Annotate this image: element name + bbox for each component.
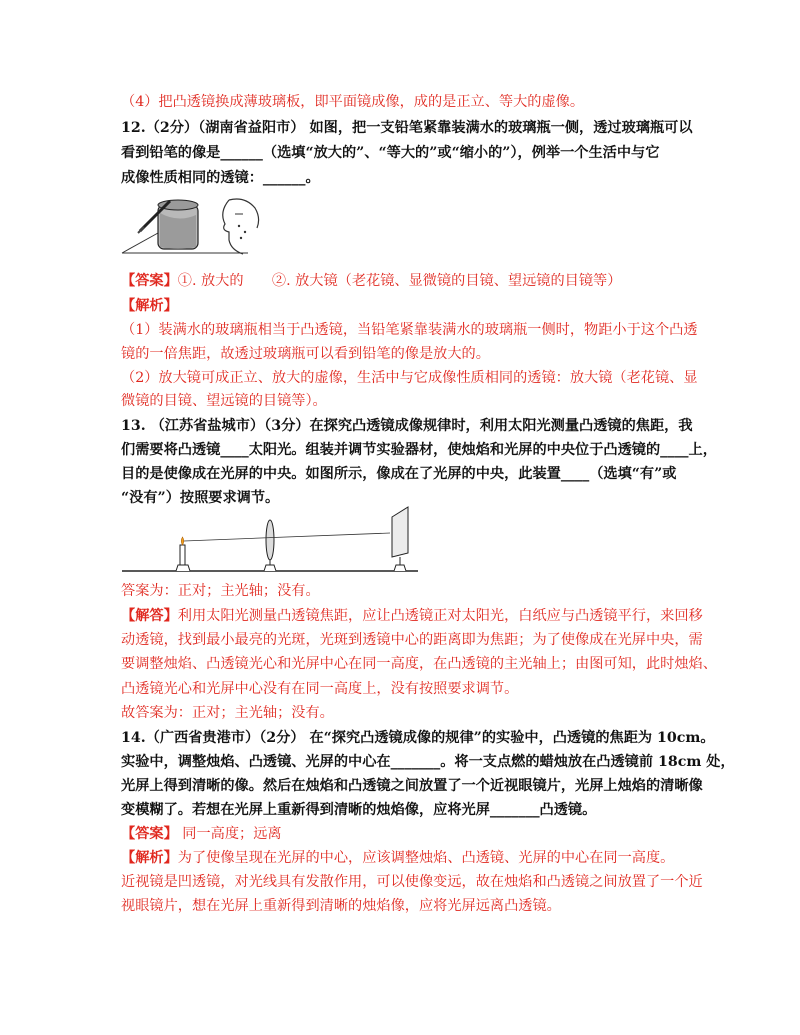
q14-question-line-2: 实验中，调整烛焰、凸透镜、光屏的中心在_______。将一支点燃的蜡烛放在凸透镜前 18cm 处，	[121, 754, 735, 770]
q13-solution-line-1	[121, 606, 703, 626]
q12-analysis-line-3: （2）放大镜可成正立、放大的虚像，生活中与它成像性质相同的透镜：放大镜（老花镜、显	[121, 370, 698, 386]
q12-question-line-1: 12.（2分）（湖南省益阳市） 如图，把一支铅笔紧靠装满水的玻璃瓶一侧，透过玻璃瓶可以	[121, 120, 693, 136]
q12-question-line-2: 看到铅笔的像是______（选填“放大的”、“等大的”或“缩小的”），例举一个生活中与它	[121, 145, 660, 161]
analysis-label: 【解析】	[121, 850, 178, 866]
q14-answer	[121, 824, 282, 844]
q12-analysis-line-2: 镜的一倍焦距，故透过玻璃瓶可以看到铅笔的像是放大的。	[121, 346, 490, 362]
q12-analysis-line-1: （1）装满水的玻璃瓶相当于凸透镜，当铅笔紧靠装满水的玻璃瓶一侧时，物距小于这个凸透	[121, 322, 698, 338]
q12-analysis-line-4: 微镜的目镜、望远镜的目镜等）。	[121, 393, 327, 409]
q14-analysis-line-3: 视眼镜片，想在光屏上重新得到清晰的烛焰像，应将光屏远离凸透镜。	[121, 898, 561, 914]
q13-solution-line-4: 凸透镜光心和光屏中心没有在同一高度上，没有按照要求调节。	[121, 681, 519, 697]
q13-solution-line-3: 要调整烛焰、凸透镜光心和光屏中心在同一高度，在凸透镜的主光轴上；由图可知，此时烛焰、	[121, 656, 717, 672]
answer-text: 同一高度；远离	[177, 826, 282, 842]
q14-question-line-3: 光屏上得到清晰的像。然后在烛焰和凸透镜之间放置了一个近视眼镜片，光屏上烛焰的清晰像	[121, 778, 703, 794]
q13-solution-line-2: 动透镜，找到最小最亮的光斑，光斑到透镜中心的距离即为焦距；为了使像成在光屏中央，需	[121, 632, 703, 648]
observer-face-figure	[215, 198, 265, 258]
q14-analysis-line-1	[121, 848, 674, 868]
solution-text: 利用太阳光测量凸透镜焦距，应让凸透镜正对太阳光，白纸应与凸透镜平行，来回移	[177, 608, 703, 624]
q13-question-line-1: 13. （江苏省盐城市）（3分）在探究凸透镜成像规律时，利用太阳光测量凸透镜的焦距，我	[121, 418, 693, 434]
analysis-text: 为了使像呈现在光屏的中心，应该调整烛焰、凸透镜、光屏的中心在同一高度。	[177, 850, 675, 866]
q13-question-line-3: 目的是使像成在光屏的中央。如图所示，像成在了光屏的中央，此装置____（选填“有”或	[121, 466, 677, 482]
q12-question-line-3: 成像性质相同的透镜：______。	[121, 170, 320, 186]
solution-label: 【解答】	[121, 608, 178, 624]
q14-analysis-line-2: 近视镜是凹透镜，对光线具有发散作用，可以使像变远，故在烛焰和凸透镜之间放置了一个近	[121, 874, 703, 890]
q13-answer: 答案为：正对；主光轴；没有。	[121, 583, 320, 599]
q12-answer	[121, 271, 621, 291]
optical-bench-figure	[120, 505, 420, 577]
q13-question-line-4: “没有”）按照要求调节。	[121, 490, 280, 506]
q14-question-line-4: 变模糊了。若想在光屏上重新得到清晰的烛焰像，应将光屏_______凸透镜。	[121, 802, 597, 818]
answer-text: ①. 放大的 ②. 放大镜（老花镜、显微镜的目镜、望远镜的目镜等）	[177, 273, 622, 289]
q12-analysis-label: 【解析】	[121, 298, 178, 314]
q11-analysis-line: （4）把凸透镜换成薄玻璃板，即平面镜成像，成的是正立、等大的虚像。	[121, 94, 585, 110]
q14-question-line-1: 14.（广西省贵港市）（2分） 在“探究凸透镜成像的规律”的实验中，凸透镜的焦距为 10cm。	[121, 730, 715, 746]
q13-final-answer: 故答案为：正对；主光轴；没有。	[121, 705, 334, 721]
answer-label: 【答案】	[121, 273, 178, 289]
q13-question-line-2: 们需要将凸透镜____太阳光。组装并调节实验器材，使烛焰和光屏的中央位于凸透镜的____上，	[121, 442, 717, 458]
answer-label: 【答案】	[121, 826, 178, 842]
